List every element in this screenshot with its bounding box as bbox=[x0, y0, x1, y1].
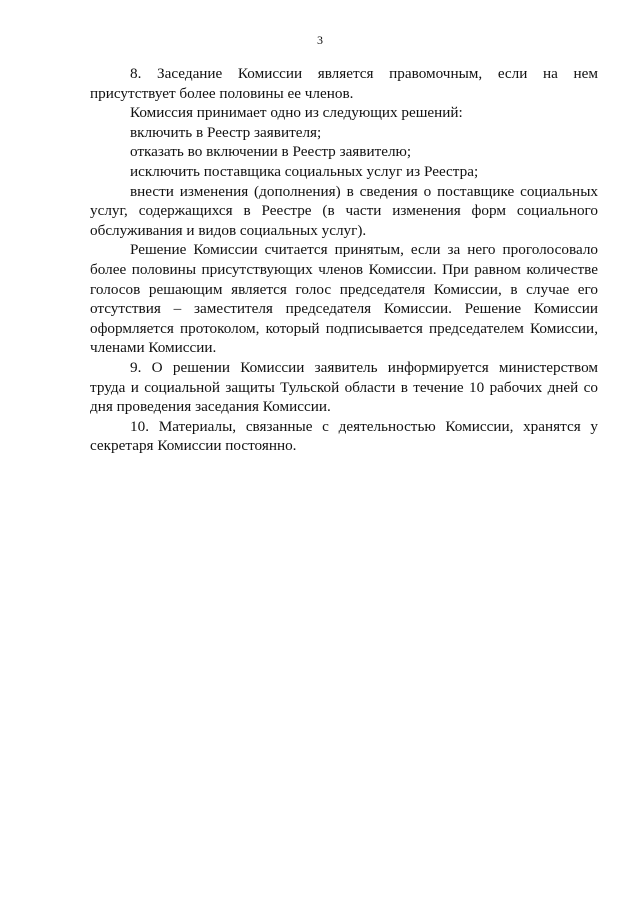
paragraph-notification: 9. О решении Комиссии заявитель информируется министерством труда и социальной защиты Тульской области в течение 10 рабочих дней со дня проведения заседания Комиссии. bbox=[90, 358, 598, 416]
paragraph-decision-adoption: Решение Комиссии считается принятым, если за него проголосовало более половины присутствующих членов Комиссии. При равном количестве голосов решающим является голос председателя Комиссии, в случае его отсутствия – заместителя председателя Комиссии. Решение Комиссии оформляется протоколом, который подписывается председателем Комиссии, членами Комиссии. bbox=[90, 241, 598, 357]
paragraph-decision-amend: внести изменения (дополнения) в сведения о поставщике социальных услуг, содержащихся в Реестре (в части изменения форм социального обслуживания и видов социальных услуг). bbox=[90, 182, 598, 239]
paragraph-materials-storage: 10. Материалы, связанные с деятельностью Комиссии, хранятся у секретаря Комиссии постоянно. bbox=[90, 417, 598, 455]
paragraph-decision-include: включить в Реестр заявителя; bbox=[130, 123, 322, 141]
paragraph-quorum: 8. Заседание Комиссии является правомочным, если на нем присутствует более половины ее членов. bbox=[90, 65, 598, 102]
document-body bbox=[90, 64, 598, 456]
page-number: 3 bbox=[317, 33, 323, 47]
paragraph-decisions-intro: Комиссия принимает одно из следующих решений: bbox=[130, 104, 463, 122]
paragraph-decision-exclude: исключить поставщика социальных услуг из Реестра; bbox=[130, 162, 479, 180]
paragraph-decision-refuse: отказать во включении в Реестр заявителю; bbox=[130, 143, 412, 161]
